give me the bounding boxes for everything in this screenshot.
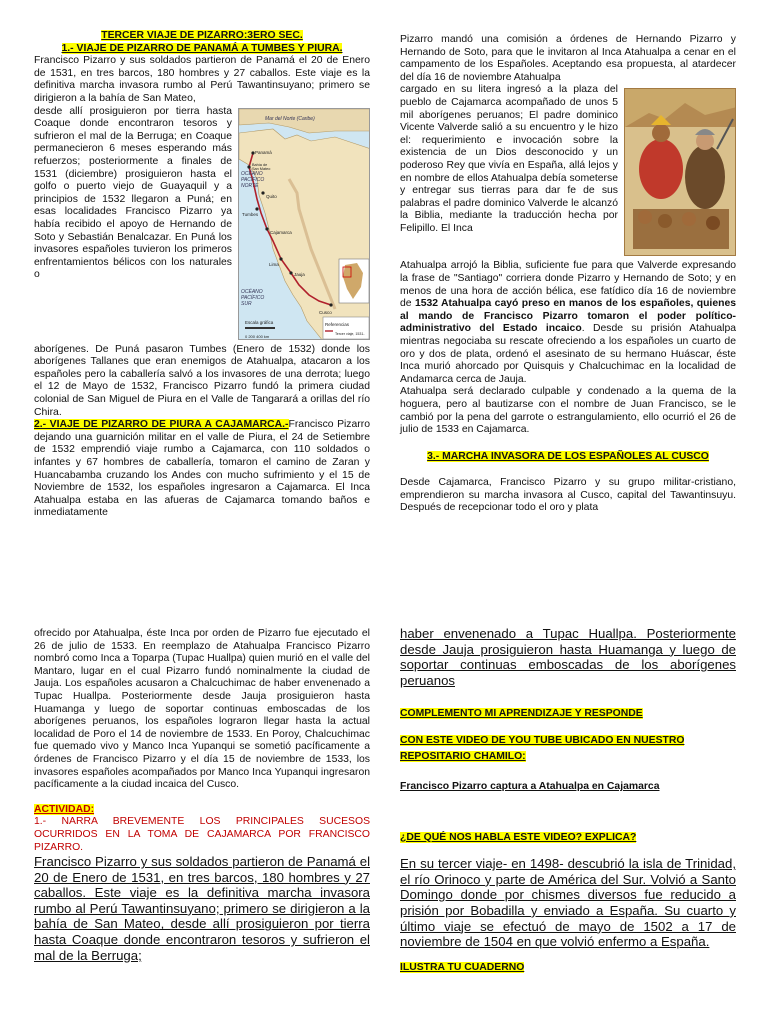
section-2-block bbox=[34, 419, 370, 520]
map-label-sea-north: Mar del Norte (Caribe) bbox=[265, 115, 315, 122]
city-dot-san-mateo bbox=[247, 165, 250, 168]
capture-side-text: cargado en su litera ingresó a la plaza del pueblo de Cajamarca acompañado de unos 5 mil aborígenes peruanos; El padre dominico Vicente Valverde salió a su encuentro y le hizo el: requerimiento e invocación sobre la existencia de un Dios desconocido y un poderoso Rey que vivía en España, allá lejos y en nombre de ellos Atahualpa debía someterse y entregar sus tierras para dar fe de sus palabras el padre dominico Valverde le alcanzó la Biblia, mediante la traducción hecha por Felipillo. El Inca bbox=[400, 84, 618, 234]
section-3-text: Desde Cajamarca, Francisco Pizarro y su grupo militar-cristiano, emprendieron su marcha invasora al Cusco, capital del Tawantinsuyu. Después de recepcionar todo el oro y plata bbox=[400, 477, 736, 514]
map-label-ocean-north: OCÉANO PACÍFICO NORTE bbox=[241, 170, 265, 189]
top-left-column bbox=[34, 30, 370, 520]
section-1-intro: Francisco Pizarro y sus soldados partieron de Panamá el 20 de Enero de 1531, en tres barcos, 180 hombres y 27 caballos. Este viaje es la definitiva marcha invasora rumbo al Perú Tawantinsuyano; primero se dirigieron a la bahía de San Mateo, bbox=[34, 55, 370, 104]
cusco-march-text: ofrecido por Atahualpa, éste Inca por orden de Pizarro fue ejecutado el 26 de julio de 1533. En reemplazo de Atahualpa Francisco Pizarro nombró como Inca a Toparpa (Tupac Huallpa) quien murió en el valle del Mantaro, lugar en el cual Pizarro fundó nominalmente la ciudad de Jauja. Los españoles acusaron a Chalcuchimac de haber envenenado a Tupac Huallpa. Posteriormente desde Jauja prosiguieron hasta Huamanga y luego de soportar continuas emboscadas de los aborígenes peruanos, los españoles lograron llegar hasta la actual localidad de Poro el 14 de noviembre de 1533. En Poroy, Chalcuchimac fue quemado vivo y Manco Inca Yupanqui se sometió pacíficamente a órdenes de Francisco Pizarro y el día 15 de noviembre de 1533, los invasores españoles acompañados por Manco Inca Yupanqui ingresaron pacíficamente a la ciudad incaica del Cusco. bbox=[34, 628, 370, 791]
activity-heading: ACTIVIDAD: bbox=[34, 803, 95, 815]
landmass bbox=[239, 129, 370, 340]
bottom-left-column bbox=[34, 628, 370, 963]
crowd-head-1 bbox=[638, 210, 652, 224]
crowd-head-4 bbox=[706, 216, 720, 230]
bottom-right-column bbox=[400, 626, 736, 974]
atahualpa-capture-illustration bbox=[624, 88, 736, 256]
section-2-text: Francisco Pizarro dejando una guarnición militar en el valle de Piura, el 24 de Setiembre de 1532 emprendió viaje rumbo a Cajamarca, con 110 soldados o infantes y 67 hombres de caballería, tomaron el camino de Zaran y Huancabamba cruzando los Andes con mucho sufrimiento y el 15 de Noviembre de 1532, los españoles ingresaron a Cajamarca. El Inca Atahualpa estaba en las afueras de Cajamarca tomando baños e inmediatamente bbox=[34, 419, 370, 519]
map-label-ocean-south: OCÉANO PACÍFICO SUR bbox=[241, 288, 265, 307]
map-label-lima: Lima bbox=[269, 261, 279, 267]
inca-figure bbox=[639, 139, 683, 199]
map-label-cajamarca: Cajamarca bbox=[270, 229, 292, 235]
map-scale-value: 0 200 400 km bbox=[245, 333, 270, 339]
ilustra-heading: ILUSTRA TU CUADERNO bbox=[400, 961, 525, 973]
section-2-heading: 2.- VIAJE DE PIZARRO DE PIURA A CAJAMARCA.- bbox=[34, 419, 289, 431]
video-link[interactable]: Francisco Pizarro captura a Atahualpa en Cajamarca bbox=[400, 780, 660, 792]
activity-question-1: 1.- NARRA BREVEMENTE LOS PRINCIPALES SUCESOS OCURRIDOS EN LA TOMA DE CAJAMARCA POR FRANCISCO PIZARRO. bbox=[34, 816, 370, 853]
section-3-heading: 3.- MARCHA INVASORA DE LOS ESPAÑOLES AL CUSCO bbox=[427, 450, 709, 462]
city-dot-quito bbox=[261, 191, 264, 194]
map-label-panama: Panamá bbox=[255, 149, 272, 155]
route-map bbox=[238, 108, 370, 340]
city-dot-cajamarca bbox=[265, 227, 268, 230]
top-right-column bbox=[400, 34, 736, 515]
activity-answer-1: Francisco Pizarro y sus soldados partieron de Panamá el 20 de Enero de 1531, en tres barcos, 180 hombres y 27 caballos. Este viaje es la definitiva marcha invasora rumbo al Perú Tawantinsuyano; primero se dirigieron a la bahía de San Mateo, desde allí prosiguieron por tierra hasta Coaque donde encontraron tesoros y sufrieron el mal de la Berruga; bbox=[34, 854, 370, 963]
video-intro: CON ESTE VIDEO DE YOU TUBE UBICADO EN NUESTRO REPOSITARIO CHAMILO: bbox=[400, 734, 685, 762]
document-title: TERCER VIAJE DE PIZARRO:3ERO SEC. bbox=[101, 30, 303, 41]
city-dot-lima bbox=[279, 257, 282, 260]
illustration-svg bbox=[625, 89, 736, 256]
video-answer: En su tercer viaje- en 1498- descubrió la isla de Trinidad, el río Orinoco y parte de América del Sur. Volvió a Santo Domingo donde por chismes diversos fue reducido a prisión por Bobadilla y enviado a España. Su cuarto y último viaje se efectuó de mayo de 1502 a 17 de noviembre de 1504 en que volvió enfermo a España. bbox=[400, 856, 736, 950]
map-label-jauja: Jauja bbox=[294, 271, 305, 277]
continued-text: haber envenenado a Tupac Huallpa. Posteriormente desde Jauja prosiguieron hasta Huamanga y luego de soportar continuas emboscadas de los aborígenes peruanos bbox=[400, 626, 736, 688]
map-scale-label: Escala gráfica bbox=[245, 319, 274, 325]
inca-head bbox=[652, 124, 670, 142]
capture-continuation: Atahualpa arrojó la Biblia, suficiente fue para que Valverde expresando la frase de "Santiago" corriera donde Pizarro y Hernando de Soto; y en menos de una hora de acción bélica, ese fatídico día 16 de noviembre de 1532 Atahualpa cayó preso en manos de los españoles, quienes al mando de Francisco Pizarro tomaron el poder político-administrativo del Estado incaico. Desde su prisión Atahualpa mientras negociaba su rescate ofreciendo a los españoles un cuarto de oro y dos de plata, ordenó el asesinato de su hermano Huáscar, éste Inca murió ahorcado por Quisquis y Chalcuchimac en la localidad de Andamarca cerca de Jauja. bbox=[400, 260, 737, 385]
city-dot-jauja bbox=[289, 271, 292, 274]
section-1-closing: aborígenes. De Puná pasaron Tumbes (Enero de 1532) donde los aborígenes Tallanes que eran enemigos de Atahualpa, atacaron a los españoles pero la caballería salvó a los invasores de una derrota; luego el 12 de Mayo de 1532, Francisco Pizarro fundó la primera ciudad colonial de San Miguel de Piura en el Valle de Tangarará a orillas del río Chira. bbox=[34, 343, 370, 418]
map-label-quito: Quito bbox=[266, 193, 277, 199]
spaniard-figure bbox=[685, 145, 725, 209]
section-1-heading: 1.- VIAJE DE PIZARRO DE PANAMÁ A TUMBES Y PIURA. bbox=[61, 42, 343, 54]
video-question: ¿DE QUÉ NOS HABLA ESTE VIDEO? EXPLICA? bbox=[400, 831, 637, 843]
map-label-tumbes: Tumbes bbox=[242, 211, 259, 217]
capture-intro: Pizarro mandó una comisión a órdenes de Hernando Pizarro y Hernando de Soto, para que le invitaron al Inca Atahualpa a cenar en el campamento de los Españoles. Aceptando esa propuesta, al atardecer del día 16 de noviembre Atahualpa bbox=[400, 34, 736, 83]
map-legend-title: Referencias bbox=[325, 321, 350, 327]
map-label-san-mateo: Bahía de San Mateo bbox=[252, 162, 271, 171]
crowd-head-3 bbox=[682, 212, 696, 226]
map-label-cusco: Cusco bbox=[319, 309, 332, 315]
execution-paragraph: Atahualpa será declarado culpable y condenado a la quema de la hoguera, pero al bautizarse con el nombre de Juan Francisco, se le cambió por la pena del garrote o estrangulamiento, ello ocurrió el 26 de julio de 1533 en Cajamarca. bbox=[400, 386, 736, 436]
complemento-heading: COMPLEMENTO MI APRENDIZAJE Y RESPONDE bbox=[400, 708, 643, 720]
capture-key-fact: 1532 Atahualpa cayó preso en manos de los españoles, quienes al mando de Francisco Pizarro tomaron el poder político-administrativo del Estado incaico bbox=[400, 298, 736, 335]
map-legend-item: Tercer viaje, 1531- bbox=[335, 331, 365, 336]
section-1-side-text: desde allí prosiguieron por tierra hasta Coaque donde encontraron tesoros y sufrieron el mal de la Berruga; en Coaque permanecieron 6 meses esperando más refuerzos; posteriormente a finales de 1531 (diciembre) prosiguieron hasta el golfo o puerto viejo de Guayaquil y a principios de 1532 llegaron a Puná; en esas localidades Francisco Pizarro ya había recibido el apoyo de Hernando de Soto y Sebastián Benalcazar. En Puná los invasores españoles tuvieron los primeros enfrentamientos bélicos con los naturales o bbox=[34, 105, 232, 281]
crowd-head-2 bbox=[658, 214, 672, 228]
